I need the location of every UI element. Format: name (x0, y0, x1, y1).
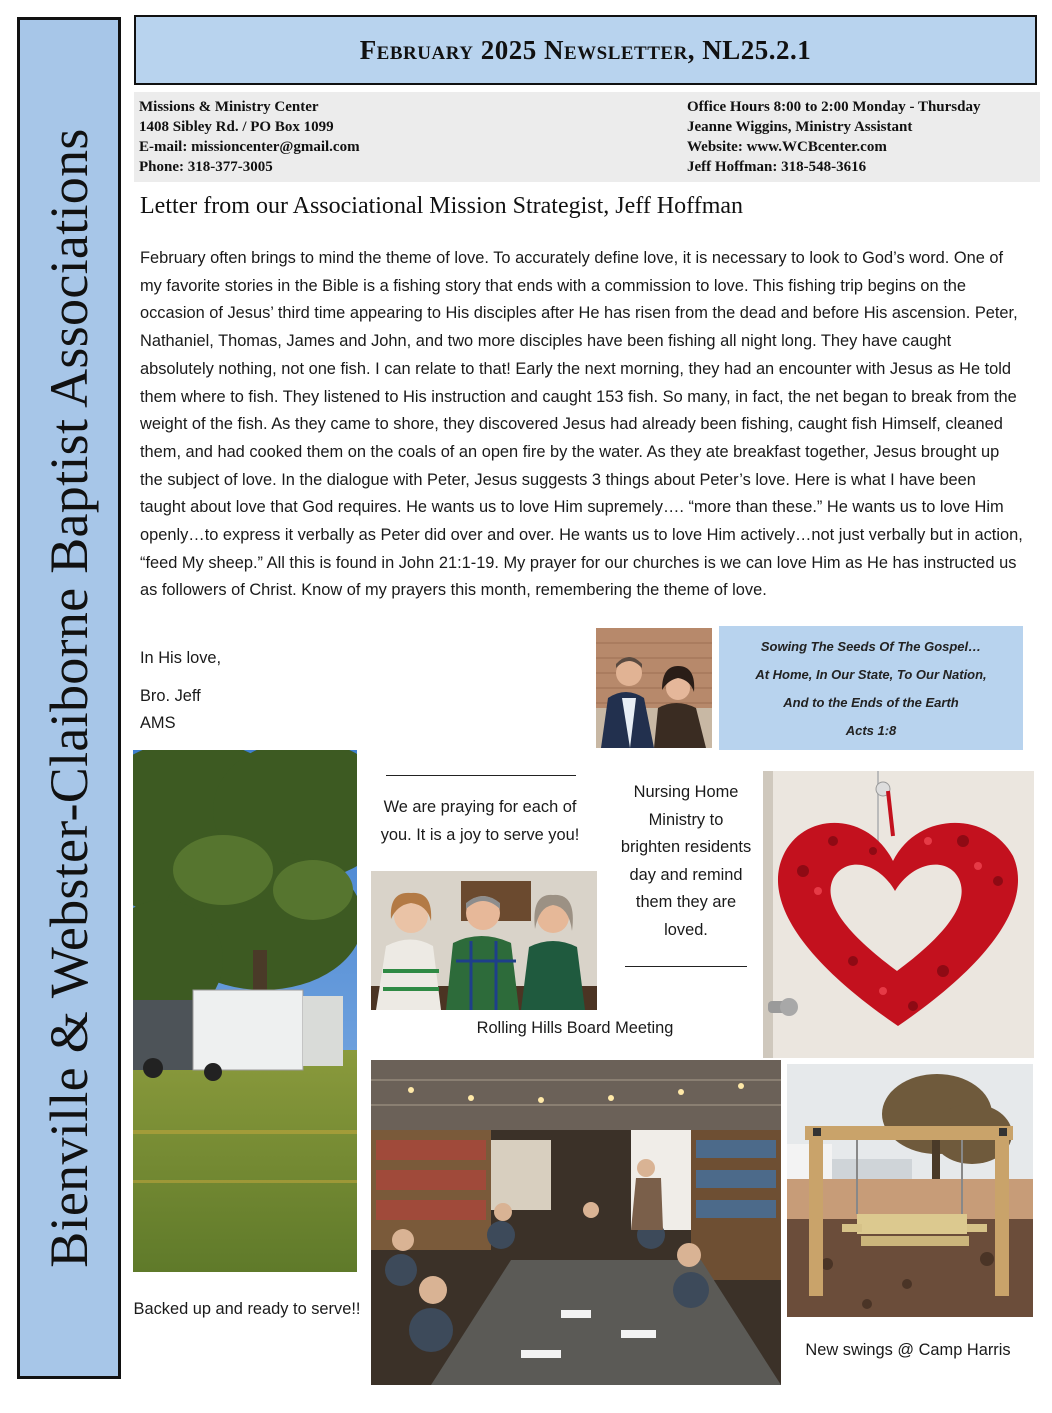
side-banner (17, 17, 121, 1379)
letter-paragraph: February often brings to mind the theme of love. To accurately define love, it is necessary to look to God’s word. One of my favorite stories in the Bible is a fishing story that ends with a commission to love. This fishing trip begins on the occasion of Jesus’ third time appearing to His disciples after He has risen from the dead and before His ascension. Peter, Nathaniel, Thomas, James and John, and two more disciples have been fishing all night long. They have caught absolutely nothing, not one fish. I can relate to that! Early the next morning, they had an encounter with Jesus as He told them where to fish. They listened to His instruction and caught 153 fish. So many, in fact, the net began to break from the weight of the fish. As they came to shore, they discovered Jesus had already been fishing, caught fish Himself, cleaned them, and had cooked them on the coals of an open fire by the water. As they ate breakfast together, Jesus brought up the subject of love. In the dialogue with Peter, Jesus suggests 3 things about Peter’s love. Here is what I have been taught about love that God requires. He wants us to love Him supremely…. “more than these.” He wants us to love Him openly…to express it verbally as Peter did over and over. He wants us to love Him actively…not just verbally but in action, “feed My sheep.” All this is found in John 21:1-19. My prayer for our churches is we can love Him as He has instructed us as followers of Christ. Know of my prayers this month, remembering the theme of love. (140, 249, 1023, 600)
signature-title: AMS (140, 714, 176, 732)
office-hours: Office Hours 8:00 to 2:00 Monday - Thursday (687, 99, 981, 115)
swings-caption: New swings @ Camp Harris (805, 1341, 1011, 1359)
strategist-phone: Jeff Hoffman: 318-548-3616 (687, 159, 867, 175)
ministry-assistant: Jeanne Wiggins, Ministry Assistant (687, 119, 913, 135)
letter-body (140, 245, 1025, 605)
verse-reference: Acts 1:8 (845, 722, 897, 738)
letter-closing: In His love, (140, 649, 222, 667)
praying-caption: We are praying for each of you. It is a joy to serve you! (380, 798, 580, 844)
contact-info-block (134, 92, 1040, 182)
verse-line: And to the Ends of the Earth (783, 694, 959, 710)
trailer-photo (133, 750, 357, 1272)
verse-box (719, 626, 1023, 750)
divider-line (625, 966, 747, 967)
divider-line (386, 775, 576, 776)
heart-wreath-photo (763, 771, 1034, 1058)
verse-line: At Home, In Our State, To Our Nation, (755, 666, 987, 682)
center-phone: Phone: 318-377-3005 (139, 159, 273, 175)
camp-swing-photo (787, 1064, 1033, 1317)
trailer-caption: Backed up and ready to serve!! (133, 1300, 361, 1318)
contact-address (139, 97, 360, 177)
website: Website: www.WCBcenter.com (687, 139, 887, 155)
nursing-home-caption: Nursing Home Ministry to brighten residents day and remind them they are loved. (620, 783, 752, 939)
center-name: Missions & Ministry Center (139, 99, 319, 115)
meeting-photo (371, 1060, 781, 1385)
couple-photo (596, 628, 712, 748)
center-address: 1408 Sibley Rd. / PO Box 1099 (139, 119, 334, 135)
board-caption: Rolling Hills Board Meeting (476, 1019, 674, 1037)
newsletter-header (134, 15, 1037, 85)
letter-heading: Letter from our Associational Mission Strategist, Jeff Hoffman (140, 193, 744, 219)
contact-staff (687, 97, 980, 177)
newsletter-title: February 2025 Newsletter, NL25.2.1 (359, 34, 812, 65)
center-email: E-mail: missioncenter@gmail.com (139, 139, 360, 155)
organization-name: Bienville & Webster-Claiborne Baptist Associations (39, 128, 99, 1268)
verse-line: Sowing The Seeds Of The Gospel… (760, 638, 982, 654)
signature-name: Bro. Jeff (140, 687, 201, 705)
board-members-photo (371, 871, 597, 1010)
